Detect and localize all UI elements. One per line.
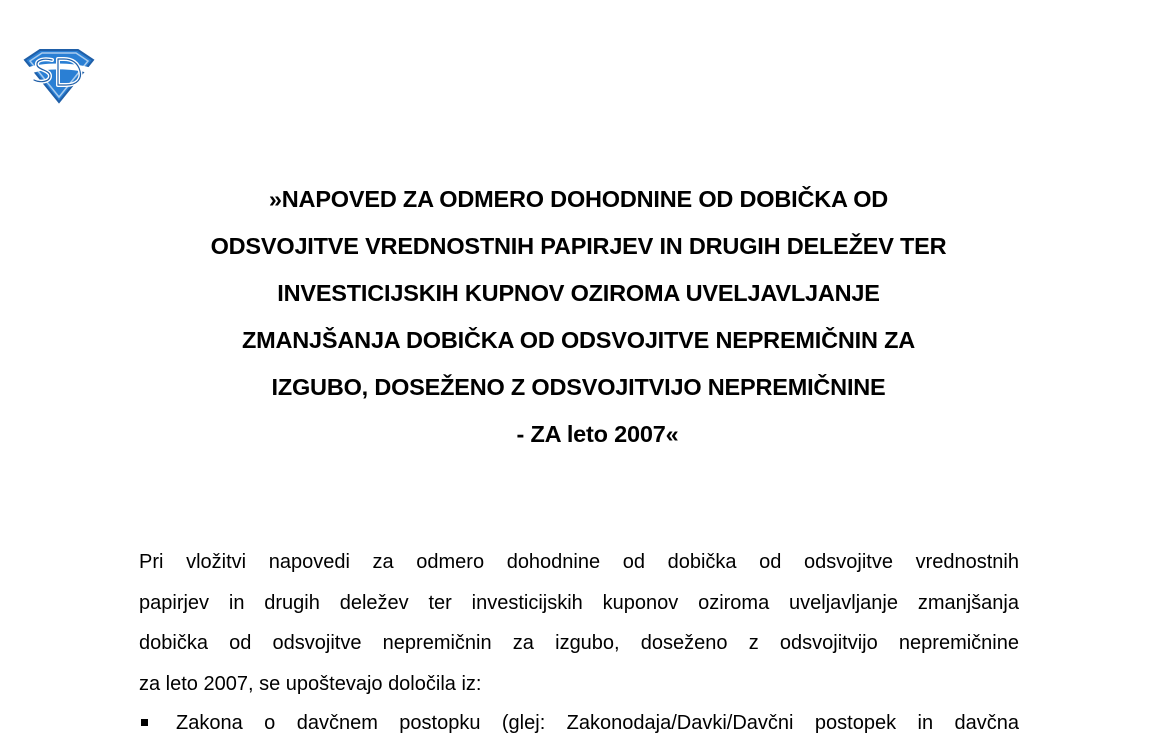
paragraph-line: Pri vložitvi napovedi za odmero dohodnine od dobička od odsvojitve vrednostnih	[139, 551, 1019, 573]
title-line: IZGUBO, DOSEŽENO Z ODSVOJITVIJO NEPREMIČNINE	[271, 374, 886, 400]
intro-paragraph	[139, 542, 1019, 704]
paragraph-line: za leto 2007, se upoštevajo določila iz:	[139, 672, 482, 695]
sd-shield-logo-icon	[22, 48, 96, 104]
square-bullet-icon	[141, 719, 148, 726]
document-title	[0, 176, 1157, 458]
title-line: INVESTICIJSKIH KUPNOV OZIROMA UVELJAVLJANJE	[277, 280, 880, 306]
paragraph-line: papirjev in drugih deležev ter investicijskih kuponov oziroma uveljavljanje zmanjšanja	[139, 591, 1019, 614]
list-item	[139, 703, 1019, 743]
title-year-line: - ZA leto 2007«	[516, 421, 679, 447]
list-item-text: Zakona o davčnem postopku (glej: Zakonodaja/Davki/Davčni postopek in davčna	[176, 712, 1019, 734]
title-line: ZMANJŠANJA DOBIČKA OD ODSVOJITVE NEPREMIČNIN ZA	[241, 327, 916, 353]
paragraph-line: dobička od odsvojitve nepremičnin za izgubo, doseženo z odsvojitvijo nepremičnine	[139, 632, 1019, 654]
title-line: ODSVOJITVE VREDNOSTNIH PAPIRJEV IN DRUGIH DELEŽEV TER	[210, 233, 947, 259]
title-line: »NAPOVED ZA ODMERO DOHODNINE OD DOBIČKA OD	[268, 186, 889, 212]
